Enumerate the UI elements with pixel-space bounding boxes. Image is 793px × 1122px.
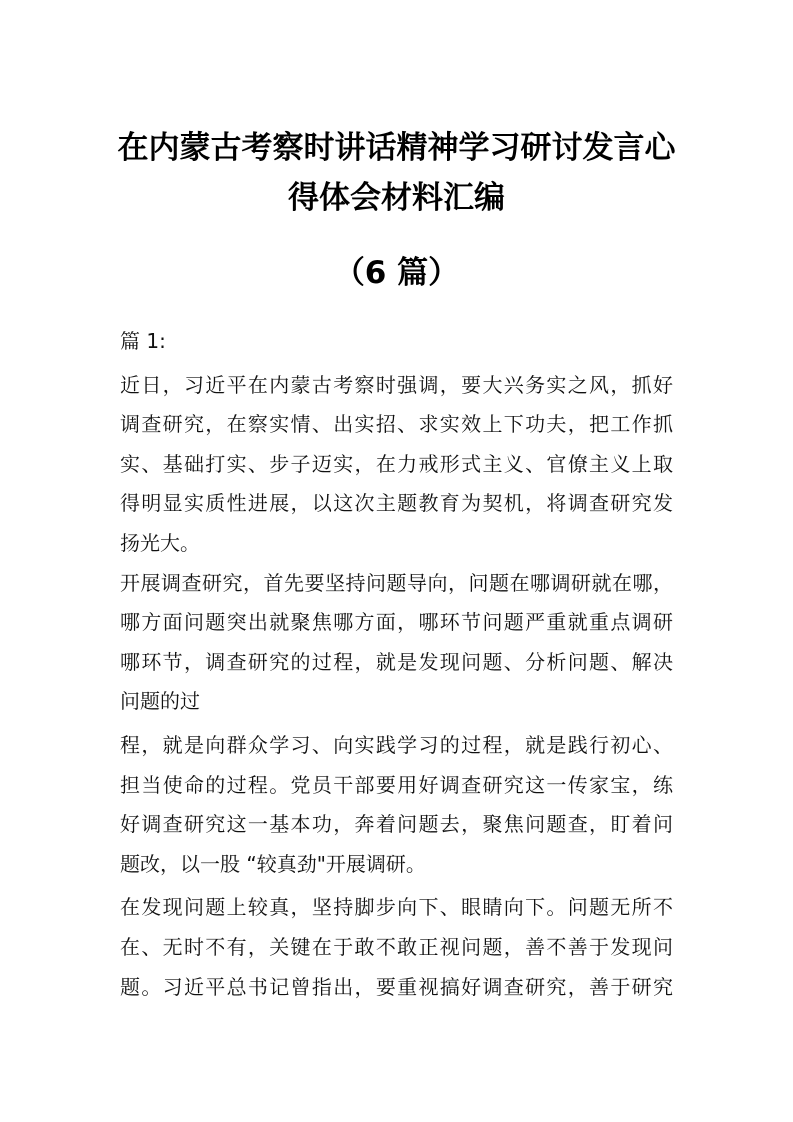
text-line: 题改，以一股 “较真劲"开展调研。: [120, 851, 426, 876]
document-title-line-1: 在内蒙古考察时讲话精神学习研讨发言心: [117, 130, 676, 166]
text-line: 在发现问题上较真，坚持脚步向下、眼睛向下。问题无所不: [120, 895, 673, 920]
text-line: 实、基础打实、步子迈实，在力戒形式主义、官僚主义上取: [120, 451, 673, 476]
text-line: 近日，习近平在内蒙古考察时强调，要大兴务实之风，抓好: [120, 372, 673, 397]
section-label: 篇 1:: [120, 329, 166, 353]
text-line: 在、无时不有，关键在于敢不敢正视问题，善不善于发现问: [120, 934, 673, 959]
text-line: 好调查研究这一基本功，奔着问题去，聚焦问题查，盯着问: [120, 812, 673, 837]
text-line: 扬光大。: [120, 530, 200, 555]
text-line: 问题的过: [120, 689, 200, 714]
document-body: [120, 322, 673, 1007]
text-line: 担当使命的过程。党员干部要用好调查研究这一传家宝，练: [120, 772, 673, 797]
text-line: 开展调查研究，首先要坚持问题导向，问题在哪调研就在哪，: [120, 570, 673, 595]
text-line: 程，就是向群众学习、向实践学习的过程，就是践行初心、: [120, 732, 673, 757]
document-title-line-2: 得体会材料汇编: [288, 180, 505, 216]
text-line: 调查研究，在察实情、出实招、求实效上下功夫，把工作抓: [120, 412, 673, 437]
text-line: 得明显实质性进展，以这次主题教育为契机，将调查研究发: [120, 491, 673, 516]
text-line: 哪方面问题突出就聚焦哪方面，哪环节问题严重就重点调研: [120, 610, 673, 635]
document-subtitle: （6 篇）: [333, 255, 460, 291]
text-line: 哪环节，调查研究的过程，就是发现问题、分析问题、解决: [120, 649, 673, 674]
text-line: 题。习近平总书记曾指出，要重视搞好调查研究，善于研究: [120, 974, 673, 999]
